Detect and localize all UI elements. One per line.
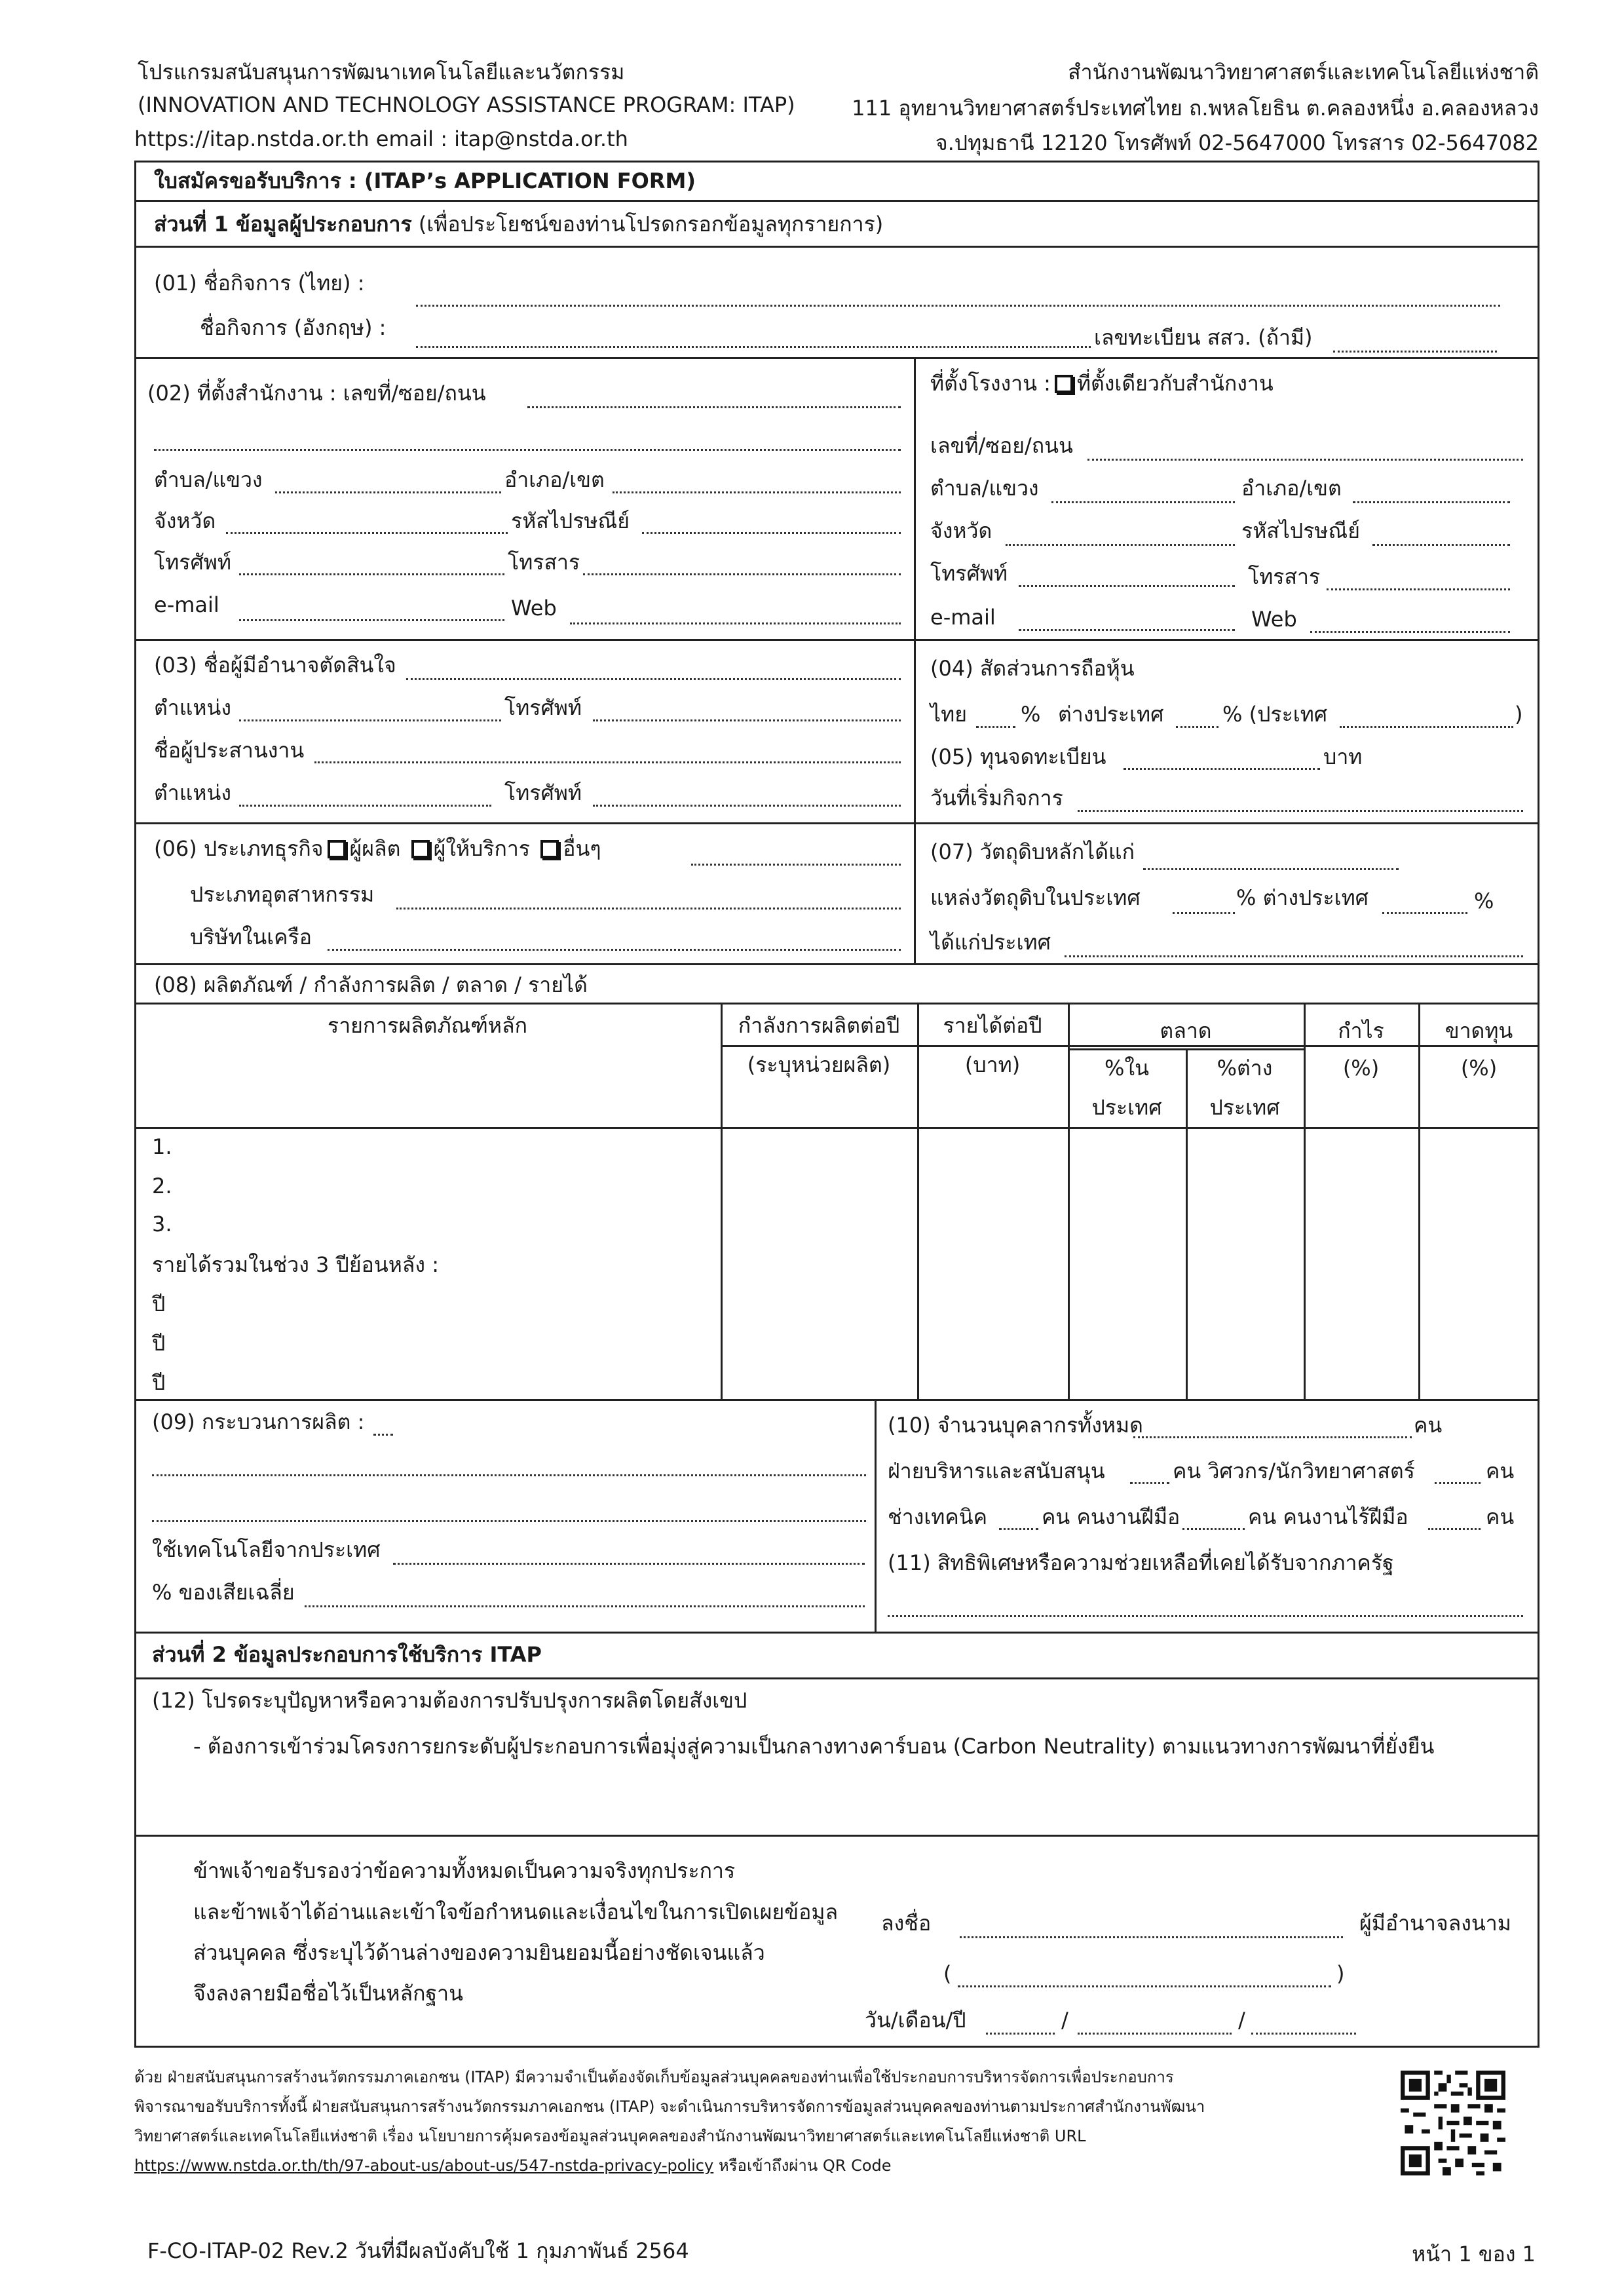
f10-unit-1: คน [1414,1413,1443,1438]
f03-coord-phone-label: โทรศัพท์ [504,780,582,805]
f06-service-checkbox[interactable] [411,840,430,858]
factory-subdistrict-field[interactable] [1051,501,1235,503]
f06-other-label: อื่นๆ [563,836,601,861]
f03-coord-phone-field[interactable] [593,805,901,807]
f02-address-field[interactable] [527,406,901,408]
signature-field[interactable] [960,1936,1343,1938]
f05-start-label: วันที่เริ่มกิจการ [930,786,1063,811]
f01-name-th-field[interactable] [416,305,1500,307]
f09-waste-field[interactable] [305,1605,865,1607]
f10-skilled-label: คน คนงานฝีมือ [1042,1504,1180,1529]
section1-header [154,211,883,237]
f10-unit-2: คน [1486,1459,1515,1483]
table-row: ปี [152,1370,166,1395]
f03-position-label: ตำแหน่ง [154,695,231,720]
f10-title: (10) จำนวนบุคลากรทั้งหมด [888,1413,1143,1438]
th-revenue-1: รายได้ต่อปี [943,1013,1042,1038]
f02-phone-field[interactable] [239,573,504,575]
f01-name-th-label: (01) ชื่อกิจการ (ไทย) : [154,271,365,296]
th-profit-1: กำไร [1338,1018,1384,1043]
f01-name-en-field[interactable] [416,346,1091,348]
f10-admin-field[interactable] [1130,1482,1169,1484]
f04-country-field[interactable] [1340,726,1513,728]
f02-district-label: อำเภอ/เขต [504,467,605,492]
certify-line-2: และข้าพเจ้าได้อ่านและเข้าใจข้อกำหนดและเงื่อนไขในการเปิดเผยข้อมูล [193,1900,839,1924]
table-row: 1. [152,1134,172,1159]
f10-admin-label: ฝ่ายบริหารและสนับสนุน [888,1459,1105,1483]
f06-manufacturer-label: ผู้ผลิต [349,836,401,861]
f02-web-label: Web [511,596,557,621]
f06-other-checkbox[interactable] [540,840,559,858]
f04-thai-field[interactable] [976,726,1015,728]
f09-title: (09) กระบวนการผลิต : [152,1409,365,1434]
factory-address-label: เลขที่/ซอย/ถนน [930,433,1073,458]
f07-domestic-field[interactable] [1173,912,1235,914]
f03-name-field[interactable] [406,678,901,680]
program-name-en: (INNOVATION AND TECHNOLOGY ASSISTANCE PROGRAM: ITAP) [138,92,795,117]
f09-tech-field[interactable] [393,1563,865,1565]
f05-start-field[interactable] [1078,810,1523,812]
f03-coordinator-field[interactable] [314,761,901,763]
factory-header [930,370,1274,396]
f10-tech-field[interactable] [999,1528,1038,1530]
th-profit-2: (%) [1342,1056,1380,1081]
agency-address: 111 อุทยานวิทยาศาสตร์ประเทศไทย ถ.พหลโยธิน ต.คลองหนึ่ง อ.คลองหลวง [852,96,1539,121]
f05-capital-field[interactable] [1124,768,1320,770]
th-product: รายการผลิตภัณฑ์หลัก [328,1013,527,1038]
f06-service-label: ผู้ให้บริการ [433,836,531,861]
f08-title: (08) ผลิตภัณฑ์ / กำลังการผลิต / ตลาด / รายได้ [154,972,588,997]
f03-phone-field[interactable] [593,719,901,721]
f10-unit-3: คน [1486,1504,1515,1529]
f02-province-label: จังหวัด [154,508,216,533]
table-row: ปี [152,1331,166,1356]
agency-name: สำนักงานพัฒนาวิทยาศาสตร์และเทคโนโลยีแห่งชาติ [1068,60,1539,85]
f12-answer[interactable]: - ต้องการเข้าร่วมโครงการยกระดับผู้ประกอบการเพื่อมุ่งสู่ความเป็นกลางทางคาร์บอน (Carbon Neutrality) ตามแนวทางการพัฒนาที่ยั่งยืน [193,1734,1435,1759]
date-day-field[interactable] [986,2033,1055,2035]
f02-phone-label: โทรศัพท์ [154,550,231,575]
th-loss-2: (%) [1460,1056,1498,1081]
f03-title: (03) ชื่อผู้มีอำนาจตัดสินใจ [154,653,396,678]
f06-affiliate-label: บริษัทในเครือ [190,925,312,949]
f03-phone-label: โทรศัพท์ [504,695,582,720]
f07-foreign-label: % ต่างประเทศ [1236,885,1369,910]
date-year-field[interactable] [1251,2033,1356,2035]
factory-fax-label: โทรสาร [1248,564,1321,589]
f02-postcode-label: รหัสไปรษณีย์ [511,508,630,533]
f09-tech-label: ใช้เทคโนโลยีจากประเทศ [152,1537,381,1562]
table-row: 2. [152,1174,172,1198]
f04-title: (04) สัดส่วนการถือหุ้น [930,656,1135,681]
f07-title: (07) วัตถุดิบหลักได้แก่ [930,839,1135,864]
th-domestic-1: %ใน [1105,1056,1149,1081]
privacy-line-1: ด้วย ฝ่ายสนับสนุนการสร้างนวัตกรรมภาคเอกชน (ITAP) มีความจำเป็นต้องจัดเก็บข้อมูลส่วนบุคคลของท่านเพื่อใช้ประกอบการบริหารจัดการเพื่อประกอบการ [134,2068,1174,2086]
form-frame [134,161,1539,2048]
factory-district-label: อำเภอ/เขต [1241,476,1342,501]
factory-email-label: e-mail [930,605,996,630]
program-contact: https://itap.nstda.or.th email : itap@nstda.or.th [134,126,628,151]
certify-line-1: ข้าพเจ้าขอรับรองว่าข้อความทั้งหมดเป็นความจริงทุกประการ [193,1858,736,1883]
f10-engineer-field[interactable] [1435,1482,1481,1484]
th-capacity-2: (ระบุหน่วยผลิต) [747,1052,891,1077]
f02-web-field[interactable] [570,622,901,624]
page-number: หน้า 1 ของ 1 [1412,2242,1536,2267]
f06-industry-field[interactable] [396,908,901,909]
sign-label: ลงชื่อ [881,1911,932,1936]
f12-title: (12) โปรดระบุปัญหาหรือความต้องการปรับปรุงการผลิตโดยสังเขป [152,1688,747,1713]
f10-total-field[interactable] [1133,1436,1412,1438]
printed-name-field[interactable] [958,1985,1331,1987]
factory-province-field[interactable] [1006,544,1235,546]
authorized-label: ผู้มีอำนาจลงนาม [1359,1911,1511,1936]
f06-title: (06) ประเภทธุรกิจ [154,836,324,861]
f07-material-field[interactable] [1143,868,1399,870]
f02-address-field-2[interactable] [154,449,901,451]
f03-coord-position-field[interactable] [239,805,491,807]
table-row: 3. [152,1212,172,1236]
f02-fax-label: โทรสาร [508,550,580,575]
f09-waste-label: % ของเสียเฉลี่ย [152,1580,295,1605]
factory-district-field[interactable] [1353,501,1510,503]
f04-country-label: % (ประเทศ [1222,702,1328,727]
factory-postcode-field[interactable] [1372,544,1510,546]
f06-header [154,835,601,862]
section1-title: ส่วนที่ 1 ข้อมูลผู้ประกอบการ [154,212,412,237]
f02-district-field[interactable] [613,491,901,493]
factory-phone-field[interactable] [1019,585,1235,587]
f09-process-field-2[interactable] [152,1474,866,1476]
table-row: รายได้รวมในช่วง 3 ปีย้อนหลัง : [152,1252,439,1277]
qr-code [1401,2071,1505,2175]
f05-title: (05) ทุนจดทะเบียน [930,744,1106,769]
f04-foreign-label: ต่างประเทศ [1058,702,1164,727]
f06-manufacturer-checkbox[interactable] [328,840,346,858]
f10-unskilled-label: คน คนงานไร้ฝีมือ [1248,1504,1408,1529]
f04-foreign-field[interactable] [1176,726,1218,728]
f11-title: (11) สิทธิพิเศษหรือความช่วยเหลือที่เคยได้รับจากภาครัฐ [888,1550,1394,1575]
f10-engineer-label: คน วิศวกร/นักวิทยาศาสตร์ [1173,1459,1415,1483]
privacy-line-2: พิจารณาขอรับบริการทั้งนี้ ฝ่ายสนับสนุนการสร้างนวัตกรรมภาคเอกชน (ITAP) จะดำเนินการบริหารจัดการข้อมูลส่วนบุคคลของท่านตามประกาศสำนักงานพัฒนา [134,2097,1205,2116]
f10-tech-label: ช่างเทคนิค [888,1504,988,1529]
f02-province-field[interactable] [226,532,508,534]
f03-position-field[interactable] [239,719,501,721]
f05-baht: บาท [1323,744,1363,769]
factory-same-checkbox[interactable] [1055,375,1073,393]
f01-reg-field[interactable] [1333,351,1497,353]
paren-close: ) [1336,1961,1345,1986]
privacy-line-3: วิทยาศาสตร์และเทคโนโลยีแห่งชาติ เรื่อง นโยบายการคุ้มครองข้อมูลส่วนบุคคลของสำนักงานพัฒนาวิทยาศาสตร์และเทคโนโลยีแห่งชาติ URL [134,2127,1086,2145]
factory-address-field[interactable] [1087,459,1523,461]
f01-reg-label: เลขทะเบียน สสว. (ถ้ามี) [1094,325,1313,350]
f07-country-label: ได้แก่ประเทศ [930,930,1051,955]
factory-phone-label: โทรศัพท์ [930,561,1008,586]
privacy-qr-note: หรือเข้าถึงผ่าน QR Code [713,2156,892,2175]
f02-email-field[interactable] [239,619,504,621]
f02-postcode-field[interactable] [642,532,901,534]
date-slash-1: / [1061,2008,1068,2033]
f02-title: (02) ที่ตั้งสำนักงาน : เลขที่/ซอย/ถนน [147,381,486,406]
table-row: ปี [152,1292,166,1316]
paren-open: ( [943,1961,952,1986]
certify-line-4: จึงลงลายมือชื่อไว้เป็นหลักฐาน [193,1981,463,2006]
section2-title: ส่วนที่ 2 ข้อมูลประกอบการใช้บริการ ITAP [152,1642,542,1667]
factory-web-label: Web [1251,607,1297,632]
date-slash-2: / [1238,2008,1245,2033]
f04-close: ) [1515,702,1523,727]
privacy-line-4 [134,2156,892,2175]
f02-subdistrict-label: ตำบล/แขวง [154,467,263,492]
doc-code: F-CO-ITAP-02 Rev.2 วันที่มีผลบังคับใช้ 1 กุมภาพันธ์ 2564 [147,2238,689,2263]
th-foreign-1: %ต่าง [1217,1056,1273,1081]
factory-email-field[interactable] [1019,629,1235,631]
f09-process-field-3[interactable] [152,1520,866,1522]
f07-foreign-field[interactable] [1382,912,1467,914]
f09-process-field[interactable] [373,1434,393,1436]
certify-line-3: ส่วนบุคคล ซึ่งระบุไว้ด้านล่างของความยินยอมนี้อย่างชัดเจนแล้ว [193,1940,765,1965]
f01-name-en-label: ชื่อกิจการ (อังกฤษ) : [200,315,387,340]
f06-other-field[interactable] [691,864,901,866]
program-name-th: โปรแกรมสนับสนุนการพัฒนาเทคโนโลยีและนวัตกรรม [138,60,625,85]
date-label: วัน/เดือน/ปี [865,2008,966,2033]
th-loss-1: ขาดทุน [1445,1018,1513,1043]
factory-province-label: จังหวัด [930,518,992,543]
factory-postcode-label: รหัสไปรษณีย์ [1241,518,1360,543]
factory-subdistrict-label: ตำบล/แขวง [930,476,1039,501]
f02-subdistrict-field[interactable] [275,491,501,493]
f10-unskilled-field[interactable] [1428,1528,1481,1530]
factory-fax-field[interactable] [1327,588,1510,590]
form-title: ใบสมัครขอรับบริการ : (ITAP’s APPLICATION FORM) [154,168,696,193]
factory-title: ที่ตั้งโรงงาน : [930,371,1051,396]
f02-fax-field[interactable] [583,573,901,575]
f07-pct: % [1474,889,1494,913]
f07-source-label: แหล่งวัตถุดิบในประเทศ [930,885,1141,910]
f07-country-field[interactable] [1065,955,1523,957]
th-capacity-1: กำลังการผลิตต่อปี [738,1013,900,1038]
factory-same-label: ที่ตั้งเดียวกับสำนักงาน [1076,371,1274,396]
f04-thai-label: ไทย [930,702,967,727]
th-market: ตลาด [1160,1018,1212,1043]
f06-industry-label: ประเภทอุตสาหกรรม [190,882,375,907]
th-domestic-2: ประเทศ [1091,1095,1162,1120]
th-revenue-2: (บาท) [964,1052,1021,1077]
f06-affiliate-field[interactable] [328,949,901,951]
f04-pct: % [1021,702,1041,727]
f03-coordinator-label: ชื่อผู้ประสานงาน [154,738,305,763]
f10-skilled-field[interactable] [1182,1528,1245,1530]
th-foreign-2: ประเทศ [1209,1095,1280,1120]
section1-note: (เพื่อประโยชน์ของท่านโปรดกรอกข้อมูลทุกรายการ) [418,212,884,237]
f02-email-label: e-mail [154,592,219,617]
date-month-field[interactable] [1078,2033,1232,2035]
f03-coord-position-label: ตำแหน่ง [154,780,231,805]
f11-field[interactable] [888,1615,1523,1617]
factory-web-field[interactable] [1310,631,1510,633]
agency-phone: จ.ปทุมธานี 12120 โทรศัพท์ 02-5647000 โทรสาร 02-5647082 [935,130,1539,155]
privacy-policy-link[interactable]: https://www.nstda.or.th/th/97-about-us/about-us/547-nstda-privacy-policy [134,2156,714,2175]
